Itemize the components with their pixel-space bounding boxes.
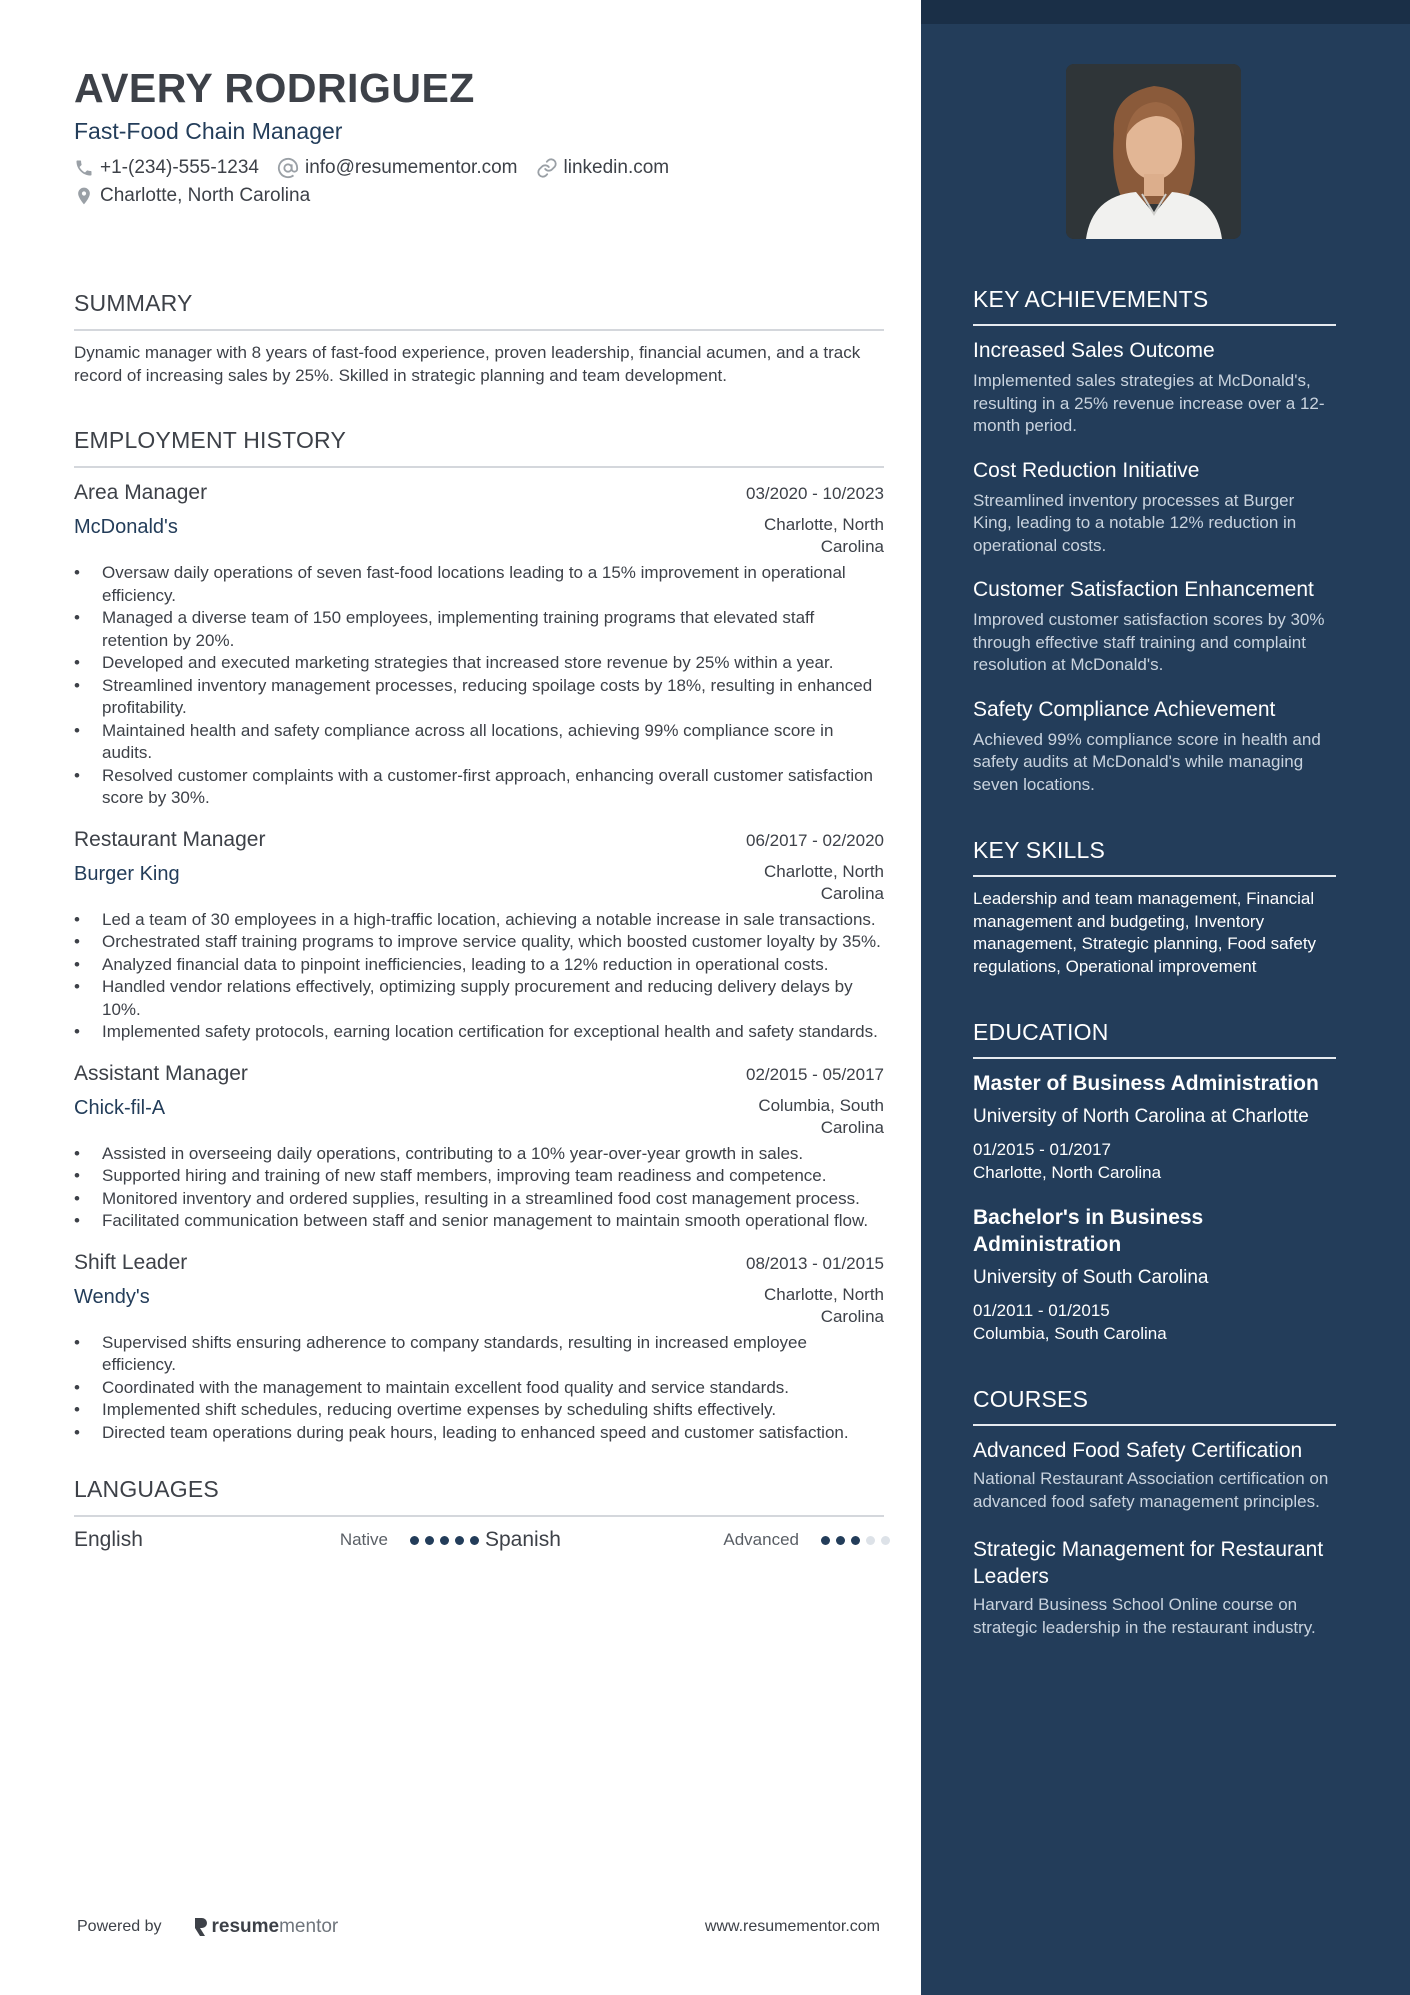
job-bullet: • Monitored inventory and ordered supplies, resulting in a streamlined food cost management process.: [74, 1188, 884, 1211]
job-company: Wendy's: [74, 1285, 150, 1308]
education-section: [973, 1019, 1336, 1345]
achievement-item: [973, 696, 1336, 797]
job-dates: 08/2013 - 01/2015: [745, 1253, 884, 1273]
skills-text: Leadership and team management, Financial management and budgeting, Inventory management, Strategic planning, Food safety regulations, Operational improvement: [973, 889, 1317, 976]
job-title: Assistant Manager: [74, 1061, 248, 1085]
contact-row: [74, 155, 884, 181]
rating-dot: [881, 1536, 890, 1545]
job-bullet: • Developed and executed marketing strategies that increased store revenue by 25% within a year.: [74, 652, 884, 675]
job-entry: [74, 1060, 884, 1233]
job-company: McDonald's: [74, 516, 178, 538]
powered-by-text: Powered by: [77, 1918, 162, 1935]
at-sign-icon: [277, 157, 299, 179]
contact-location: [74, 183, 310, 209]
language-rating: [821, 1536, 896, 1545]
location-pin-icon: [74, 186, 94, 206]
candidate-title: Fast-Food Chain Manager: [74, 118, 343, 144]
rating-dot: [821, 1536, 830, 1545]
employment-heading: EMPLOYMENT HISTORY: [74, 427, 884, 468]
achievements-list: [973, 337, 1336, 796]
education-school: University of North Carolina at Charlotte: [973, 1106, 1309, 1127]
job-bullets: [74, 1332, 884, 1445]
rating-dot: [836, 1536, 845, 1545]
skills-heading: KEY SKILLS: [973, 837, 1336, 877]
job-header: [74, 1060, 884, 1089]
language-level: Advanced: [723, 1530, 799, 1549]
footer: [77, 1916, 880, 1938]
rating-dot: [425, 1536, 434, 1545]
job-bullets: [74, 1143, 884, 1233]
job-list: [74, 479, 884, 1444]
education-heading: EDUCATION: [973, 1019, 1336, 1059]
achievement-desc: Achieved 99% compliance score in health and safety audits at McDonald's while managing seven locations.: [973, 729, 1321, 794]
summary-text: Dynamic manager with 8 years of fast-food experience, proven leadership, financial acumen, and a track record of increasing sales by 25%. Skilled in strategic planning and team development.: [74, 343, 861, 385]
summary-heading: SUMMARY: [74, 290, 884, 331]
contact-linkedin[interactable]: [536, 155, 670, 181]
language-item: [74, 1528, 485, 1552]
footer-branding: [77, 1916, 338, 1938]
job-bullet: • Supported hiring and training of new staff members, improving team readiness and competence.: [74, 1165, 884, 1188]
education-item: [973, 1070, 1336, 1184]
course-title: Strategic Management for Restaurant Leaders: [973, 1538, 1324, 1588]
job-bullet: • Implemented shift schedules, reducing overtime expenses by scheduling shifts effectively.: [74, 1399, 884, 1422]
job-location: Charlotte, North Carolina: [764, 861, 884, 903]
course-desc: Harvard Business School Online course on strategic leadership in the restaurant industry.: [973, 1595, 1316, 1637]
languages-row: [74, 1528, 884, 1552]
job-header: [74, 479, 884, 508]
sidebar-content: [973, 286, 1336, 1680]
language-name: Spanish: [485, 1528, 561, 1551]
phone-icon: [74, 158, 94, 178]
job-bullet: • Analyzed financial data to pinpoint inefficiencies, leading to a 12% reduction in operational costs.: [74, 954, 884, 977]
education-location: Charlotte, North Carolina: [973, 1162, 1162, 1182]
course-item: [973, 1536, 1336, 1639]
rating-dot: [410, 1536, 419, 1545]
job-title: Area Manager: [74, 481, 208, 504]
sidebar-top-bar: [921, 0, 1410, 24]
job-subheader: [74, 861, 884, 905]
job-bullets: [74, 562, 884, 810]
job-bullet: • Led a team of 30 employees in a high-traffic location, achieving a notable increase in sale transactions.: [74, 909, 884, 932]
sidebar: [921, 0, 1410, 1995]
job-bullet: • Directed team operations during peak hours, leading to enhanced speed and customer satisfaction.: [74, 1422, 884, 1445]
education-dates: 01/2015 - 01/2017: [973, 1140, 1112, 1159]
course-item: [973, 1437, 1336, 1513]
job-header: [74, 1249, 884, 1278]
candidate-name: AVERY RODRIGUEZ: [74, 65, 475, 111]
languages-section: [74, 1476, 884, 1552]
job-location: Charlotte, North Carolina: [764, 515, 884, 556]
job-bullet: • Resolved customer complaints with a customer-first approach, enhancing overall customer satisfaction score by 30%.: [74, 765, 884, 810]
job-subheader: [74, 1284, 884, 1328]
achievement-desc: Improved customer satisfaction scores by 30% through effective staff training and complaint resolution at McDonald's.: [973, 610, 1325, 674]
job-bullet: • Streamlined inventory management processes, reducing spoilage costs by 18%, resulting in enhanced profitability.: [74, 675, 884, 720]
link-icon: [536, 157, 558, 179]
rating-dot: [470, 1536, 479, 1545]
rating-dot: [866, 1536, 875, 1545]
contact-phone[interactable]: [74, 155, 259, 181]
rating-dot: [455, 1536, 464, 1545]
job-bullet: • Facilitated communication between staff and senior management to maintain smooth operational flow.: [74, 1210, 884, 1233]
education-degree: Bachelor's in Business Administration: [973, 1206, 1204, 1256]
education-degree: Master of Business Administration: [973, 1072, 1319, 1095]
skills-section: [973, 837, 1336, 978]
courses-section: [973, 1386, 1336, 1639]
achievement-desc: Streamlined inventory processes at Burger King, leading to a notable 12% reduction in operational costs.: [973, 490, 1297, 555]
job-bullet: • Assisted in overseeing daily operations, contributing to a 10% year-over-year growth in sales.: [74, 1143, 884, 1166]
job-bullet: • Supervised shifts ensuring adherence to company standards, resulting in increased employee efficiency.: [74, 1332, 884, 1377]
brand-bold: resume: [211, 1916, 280, 1937]
footer-url[interactable]: www.resumementor.com: [704, 1918, 880, 1935]
education-list: [973, 1070, 1336, 1345]
job-entry: [74, 826, 884, 1044]
rating-dot: [851, 1536, 860, 1545]
job-bullet: • Implemented safety protocols, earning location certification for exceptional health and safety standards.: [74, 1021, 884, 1044]
profile-photo-illustration: [1066, 64, 1241, 239]
job-bullet: • Oversaw daily operations of seven fast-food locations leading to a 15% improvement in operational efficiency.: [74, 562, 884, 607]
job-title: Restaurant Manager: [74, 827, 266, 851]
brand-light: mentor: [279, 1916, 339, 1937]
job-location: Charlotte, North Carolina: [764, 1284, 884, 1326]
achievement-title: Cost Reduction Initiative: [973, 458, 1200, 482]
education-location: Columbia, South Carolina: [973, 1323, 1167, 1343]
summary-section: [74, 290, 884, 387]
courses-heading: COURSES: [973, 1386, 1336, 1426]
language-name: English: [74, 1528, 143, 1551]
course-title: Advanced Food Safety Certification: [973, 1439, 1303, 1462]
job-dates: 02/2015 - 05/2017: [745, 1064, 884, 1084]
achievement-title: Customer Satisfaction Enhancement: [973, 578, 1314, 601]
phone-text: +1-(234)-555-1234: [100, 157, 259, 178]
job-entry: [74, 479, 884, 810]
achievement-item: [973, 576, 1336, 677]
job-location: Columbia, South Carolina: [758, 1095, 884, 1137]
rating-dot: [440, 1536, 449, 1545]
achievement-desc: Implemented sales strategies at McDonald's, resulting in a 25% revenue increase over a 12-month period.: [973, 371, 1325, 435]
resumementor-logo-icon: [192, 1917, 208, 1937]
job-dates: 06/2017 - 02/2020: [745, 830, 884, 850]
employment-section: [74, 427, 884, 1444]
education-school: University of South Carolina: [973, 1267, 1209, 1288]
language-level: Native: [339, 1530, 388, 1549]
job-subheader: [74, 1095, 884, 1139]
resume-header: [74, 62, 884, 209]
job-bullet: • Handled vendor relations effectively, optimizing supply procurement and reducing delivery delays by 10%.: [74, 976, 884, 1021]
achievements-heading: KEY ACHIEVEMENTS: [973, 286, 1336, 326]
courses-list: [973, 1437, 1336, 1639]
achievement-title: Safety Compliance Achievement: [973, 697, 1276, 721]
location-text: Charlotte, North Carolina: [100, 185, 311, 206]
job-company: Burger King: [74, 862, 180, 885]
achievement-item: [973, 337, 1336, 438]
achievements-section: [973, 286, 1336, 796]
languages-heading: LANGUAGES: [74, 1476, 884, 1517]
job-dates: 03/2020 - 10/2023: [745, 484, 884, 503]
job-entry: [74, 1249, 884, 1445]
job-bullet: • Managed a diverse team of 150 employees, implementing training programs that elevated staff retention by 20%.: [74, 607, 884, 652]
job-bullet: • Orchestrated staff training programs to improve service quality, which boosted customer loyalty by 35%.: [74, 931, 884, 954]
job-company: Chick-fil-A: [74, 1096, 166, 1119]
job-subheader: [74, 514, 884, 558]
contact-row-location: [74, 183, 884, 209]
achievement-item: [973, 457, 1336, 558]
achievement-title: Increased Sales Outcome: [973, 339, 1215, 362]
email-text: info@resumementor.com: [304, 157, 518, 178]
job-bullet: • Maintained health and safety compliance across all locations, achieving 99% compliance score in audits.: [74, 720, 884, 765]
job-bullet: • Coordinated with the management to maintain excellent food quality and service standards.: [74, 1377, 884, 1400]
contact-email[interactable]: [277, 155, 518, 181]
job-bullets: [74, 909, 884, 1044]
job-title: Shift Leader: [74, 1250, 188, 1274]
education-dates: 01/2011 - 01/2015: [973, 1301, 1110, 1320]
linkedin-text: linkedin.com: [563, 157, 670, 178]
job-header: [74, 826, 884, 855]
profile-photo: [1066, 64, 1241, 239]
course-desc: National Restaurant Association certification on advanced food safety management principles.: [973, 1469, 1329, 1511]
language-item: [485, 1528, 896, 1552]
brand-logo[interactable]: [192, 1916, 339, 1938]
education-item: [973, 1204, 1336, 1345]
language-rating: [410, 1536, 485, 1545]
main-column: [74, 290, 884, 1592]
